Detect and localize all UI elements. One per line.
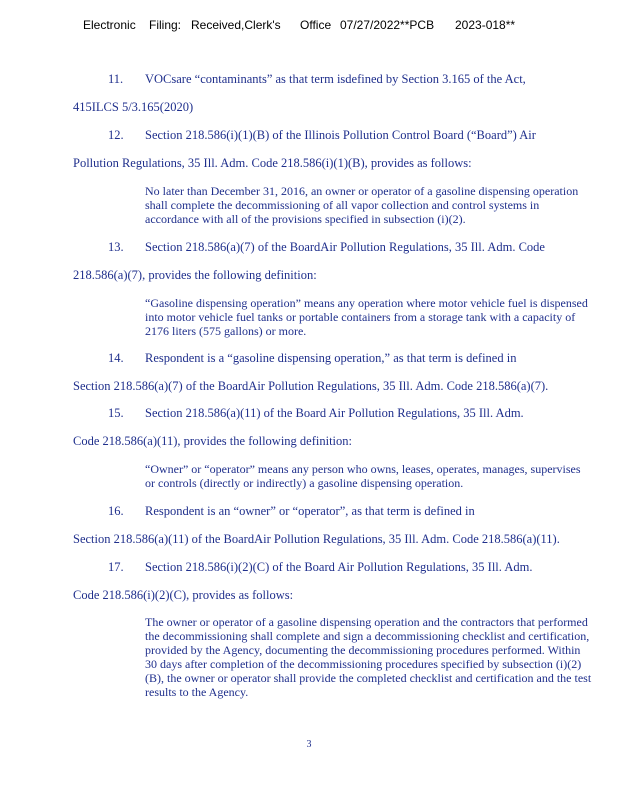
paragraph-15-line1: Section 218.586(a)(11) of the Board Air Pollution Regulations, 35 Ill. Adm. bbox=[145, 406, 524, 420]
block-quote-13: “Gasoline dispensing operation” means any operation where motor vehicle fuel is dispensed into motor vehicle fuel tanks or portable containers from a storage tank with a capacity of 2176 liters (575 gallons) or more. bbox=[145, 296, 588, 338]
paragraph-13-line2: 218.586(a)(7), provides the following definition: bbox=[73, 268, 317, 282]
filing-header bbox=[0, 18, 618, 34]
paragraph-15-line2: Code 218.586(a)(11), provides the following definition: bbox=[73, 434, 352, 448]
header-received: Received,Clerk's bbox=[191, 18, 281, 32]
paragraph-12-line2: Pollution Regulations, 35 Ill. Adm. Code 218.586(i)(1)(B), provides as follows: bbox=[73, 156, 472, 170]
page-number: 3 bbox=[306, 739, 312, 750]
header-filing: Filing: bbox=[149, 18, 182, 32]
paragraph-11-number: 11. bbox=[108, 72, 124, 86]
paragraph-13-line1: Section 218.586(a)(7) of the BoardAir Pollution Regulations, 35 Ill. Adm. Code bbox=[145, 240, 545, 254]
paragraph-16-line1: Respondent is an “owner” or “operator”, as that term is defined in bbox=[145, 504, 475, 518]
paragraph-12-number: 12. bbox=[108, 128, 124, 142]
block-quote-17: The owner or operator of a gasoline dispensing operation and the contractors that performed the decommissioning shall complete and sign a decommissioning checklist and certification, provided by the Agency, documenting the decommissioning procedures performed. Within 30 days after completion of the decommissioning procedures specified by subsection (i)(2)(B), the owner or operator shall provide the completed checklist and certification and the test results to the Agency. bbox=[145, 615, 592, 699]
paragraph-15-number: 15. bbox=[108, 406, 124, 420]
header-electronic: Electronic bbox=[83, 18, 136, 32]
paragraph-16-line2: Section 218.586(a)(11) of the BoardAir Pollution Regulations, 35 Ill. Adm. Code 218.586(a)(11). bbox=[73, 532, 560, 546]
header-date: 07/27/2022**PCB bbox=[340, 18, 435, 32]
paragraph-13-number: 13. bbox=[108, 240, 124, 254]
header-case: 2023-018** bbox=[455, 18, 516, 32]
paragraph-16-number: 16. bbox=[108, 504, 124, 518]
paragraph-17-number: 17. bbox=[108, 560, 124, 574]
paragraph-11-line2: 415ILCS 5/3.165(2020) bbox=[73, 100, 194, 114]
paragraph-14-number: 14. bbox=[108, 351, 124, 365]
paragraph-14-line2: Section 218.586(a)(7) of the BoardAir Pollution Regulations, 35 Ill. Adm. Code 218.586(a)(7). bbox=[73, 379, 549, 393]
paragraph-12-line1: Section 218.586(i)(1)(B) of the Illinois Pollution Control Board (“Board”) Air bbox=[145, 128, 536, 142]
block-quote-15: “Owner” or “operator” means any person who owns, leases, operates, manages, supervises or controls (directly or indirectly) a gasoline dispensing operation. bbox=[145, 462, 581, 490]
block-quote-12: No later than December 31, 2016, an owner or operator of a gasoline dispensing operation shall complete the decommissioning of all vapor collection and control systems in accordance with all of the provisions specified in subsection (i)(2). bbox=[145, 184, 579, 226]
paragraph-14-line1: Respondent is a “gasoline dispensing operation,” as that term is defined in bbox=[145, 351, 517, 365]
paragraph-17-line1: Section 218.586(i)(2)(C) of the Board Air Pollution Regulations, 35 Ill. Adm. bbox=[145, 560, 533, 574]
paragraph-17-line2: Code 218.586(i)(2)(C), provides as follows: bbox=[73, 588, 294, 602]
header-office: Office bbox=[300, 18, 332, 32]
paragraph-11-line1: VOCsare “contaminants” as that term isdefined by Section 3.165 of the Act, bbox=[145, 72, 526, 86]
